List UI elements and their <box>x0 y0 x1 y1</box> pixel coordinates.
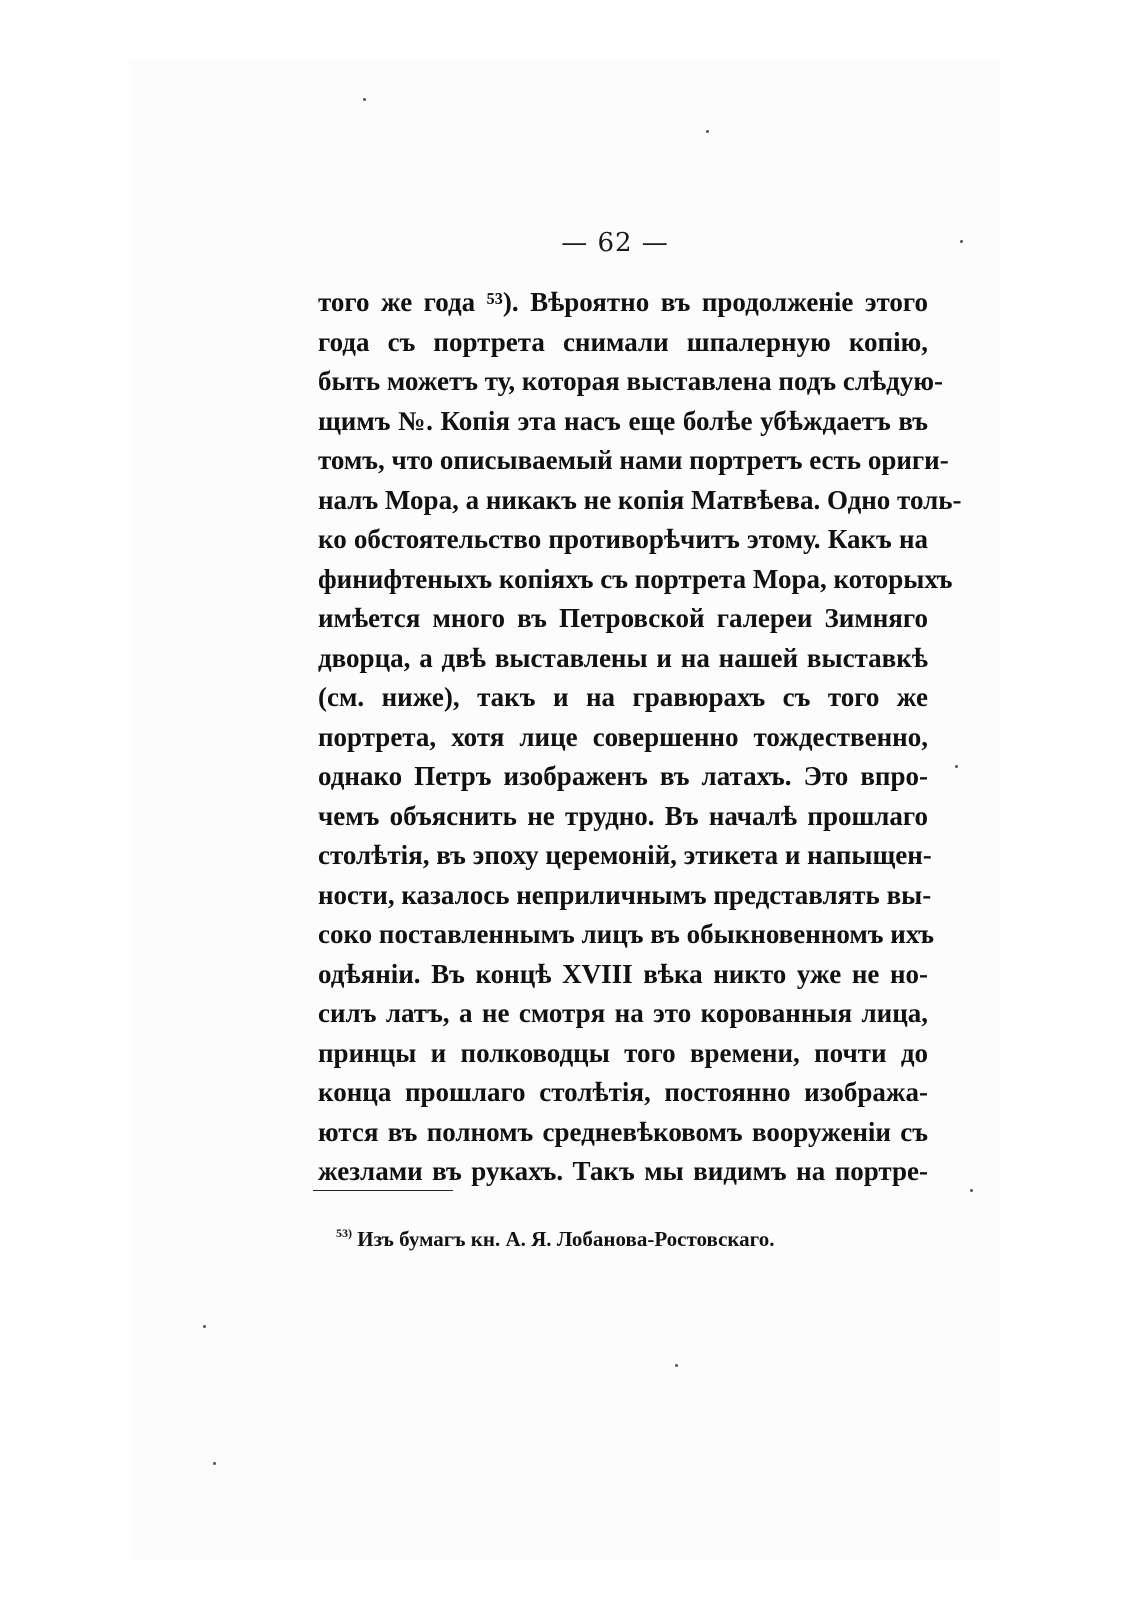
footnote-marker: 53) <box>336 1226 352 1240</box>
scan-speck <box>955 765 958 768</box>
body-line: одѣяніи. Въ концѣ XVIII вѣка никто уже не но- <box>318 958 928 989</box>
body-line: однако Петръ изображенъ въ латахъ. Это впро- <box>318 761 928 791</box>
body-line: чемъ объяснить не трудно. Въ началѣ прошлаго <box>318 800 928 831</box>
body-line: имѣется много въ Петровской галереи Зимняго <box>318 603 928 633</box>
body-line: того же года ⁵³). Вѣроятно въ продолженіе этого <box>318 287 928 317</box>
body-line: томъ, что описываемый нами портретъ есть ориги- <box>318 445 949 475</box>
body-line: финифтеныхъ копіяхъ съ портрета Мора, которыхъ <box>318 563 953 594</box>
body-line: года съ портрета снимали шпалерную копію, <box>318 326 928 357</box>
footnote <box>336 1226 774 1252</box>
body-line: дворца, а двѣ выставлены и на нашей выставкѣ <box>318 642 928 673</box>
scan-speck <box>203 1325 206 1328</box>
footnote-separator <box>313 1190 453 1191</box>
body-text <box>318 283 962 1192</box>
body-line: налъ Мора, а никакъ не копія Матвѣева. Одно толь- <box>318 484 962 515</box>
scan-speck <box>363 98 366 101</box>
footnote-text: Изъ бумагъ кн. А. Я. Лобанова-Ростовскаго. <box>357 1227 775 1251</box>
scan-speck <box>970 1189 973 1192</box>
scan-speck <box>675 1364 678 1367</box>
body-line: ности, казалось неприличнымъ представлять вы- <box>318 879 932 910</box>
body-line: силъ латъ, а не смотря на это корованныя лица, <box>318 998 928 1028</box>
body-line: щимъ №. Копія эта насъ еще болѣе убѣждаетъ въ <box>318 405 928 436</box>
body-line: конца прошлаго столѣтія, постоянно изобража- <box>318 1077 928 1107</box>
body-line: жезлами въ рукахъ. Такъ мы видимъ на портре- <box>318 1156 928 1186</box>
body-line: ко обстоятельство противорѣчитъ этому. Какъ на <box>318 524 928 554</box>
body-line: портрета, хотя лице совершенно тождественно, <box>318 721 928 752</box>
body-line: принцы и полководцы того времени, почти до <box>318 1037 928 1068</box>
body-line: быть можетъ ту, которая выставлена подъ слѣдую- <box>318 366 943 396</box>
page-number: — 62 — <box>561 228 669 258</box>
body-line: столѣтія, въ эпоху церемоній, этикета и напыщен- <box>318 840 932 870</box>
scan-speck <box>213 1462 216 1465</box>
body-line: ются въ полномъ средневѣковомъ вооруженіи съ <box>318 1116 928 1147</box>
body-line: соко поставленнымъ лицъ въ обыкновенномъ ихъ <box>318 919 934 949</box>
body-line: (см. ниже), такъ и на гравюрахъ съ того же <box>318 682 928 712</box>
scan-speck <box>706 130 709 133</box>
scan-speck <box>960 240 963 243</box>
